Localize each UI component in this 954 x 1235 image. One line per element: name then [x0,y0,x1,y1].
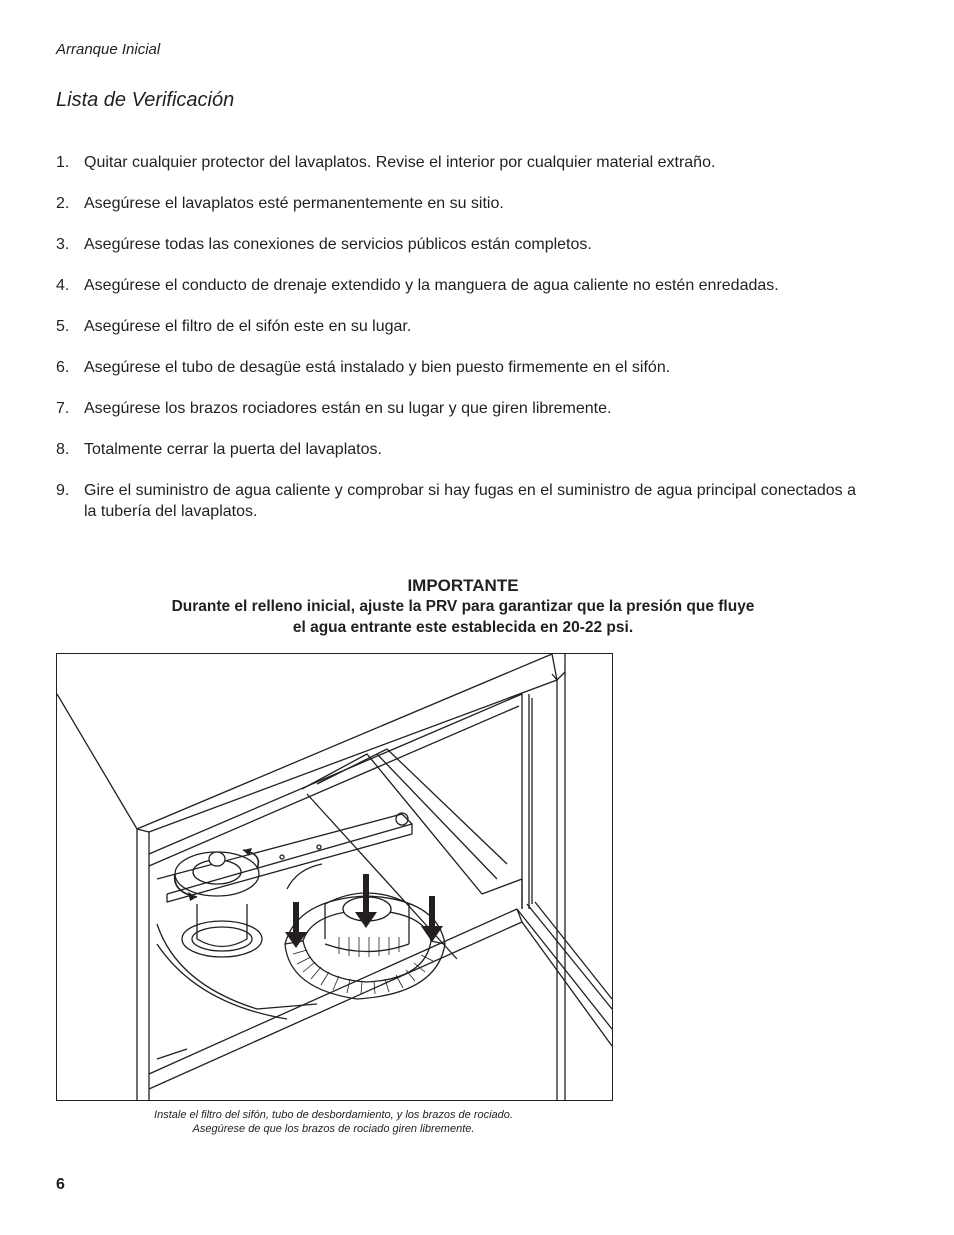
figure-caption [56,1108,611,1136]
list-item [56,398,856,419]
arm-column [182,904,262,957]
list-item [56,316,856,337]
item-number: 1. [56,154,70,171]
important-heading: IMPORTANTE [407,576,519,595]
cabinet-frame [57,654,565,1100]
list-item [56,193,856,214]
section-header: Arranque Inicial [56,41,161,58]
list-item [56,152,856,173]
item-number: 7. [56,400,70,417]
list-item [56,275,856,296]
wash-arm [157,813,412,902]
page-number: 6 [56,1176,65,1193]
list-item [56,357,856,378]
item-text: Asegúrese el filtro de el sifón este en su lugar. [84,318,412,335]
item-text: Asegúrese el tubo de desagüe está instalado y bien puesto firmemente en el sifón. [84,359,671,376]
interior-cavity [302,749,522,959]
item-text: Quitar cualquier protector del lavaplatos. Revise el interior por cualquier material extraño. [84,154,716,171]
list-item [56,234,856,255]
item-number: 6. [56,359,70,376]
item-number: 2. [56,195,70,212]
item-number: 5. [56,318,70,335]
item-text: Asegúrese el lavaplatos esté permanentemente en su sitio. [84,195,504,212]
item-number: 3. [56,236,70,253]
door-lip [149,902,612,1089]
item-number: 8. [56,441,70,458]
item-text: Totalmente cerrar la puerta del lavaplatos. [84,441,382,458]
item-text: Gire el suministro de agua caliente y comprobar si hay fugas en el suministro de agua principal conectados a la tubería del lavaplatos. [84,482,856,520]
item-text: Asegúrese todas las conexiones de servicios públicos están completos. [84,236,592,253]
caption-line-2: Asegúrese de que los brazos de rociado giren libremente. [192,1123,475,1135]
important-notice [56,575,870,638]
list-item [56,480,856,522]
item-number: 4. [56,277,70,294]
item-text: Asegúrese los brazos rociadores están en su lugar y que giren libremente. [84,400,612,417]
list-item [56,439,856,460]
checklist [56,152,856,542]
caption-line-1: Instale el filtro del sifón, tubo de desbordamiento, y los brazos de rociado. [154,1109,513,1121]
important-line-2: el agua entrante este establecida en 20-22 psi. [292,619,634,636]
important-line-1: Durante el relleno inicial, ajuste la PRV para garantizar que la presión que fluye [171,598,755,615]
page-title: Lista de Verificación [56,89,235,111]
item-text: Asegúrese el conducto de drenaje extendido y la manguera de agua caliente no estén enredadas. [84,277,779,294]
item-number: 9. [56,482,70,499]
dishwasher-illustration [56,653,613,1101]
